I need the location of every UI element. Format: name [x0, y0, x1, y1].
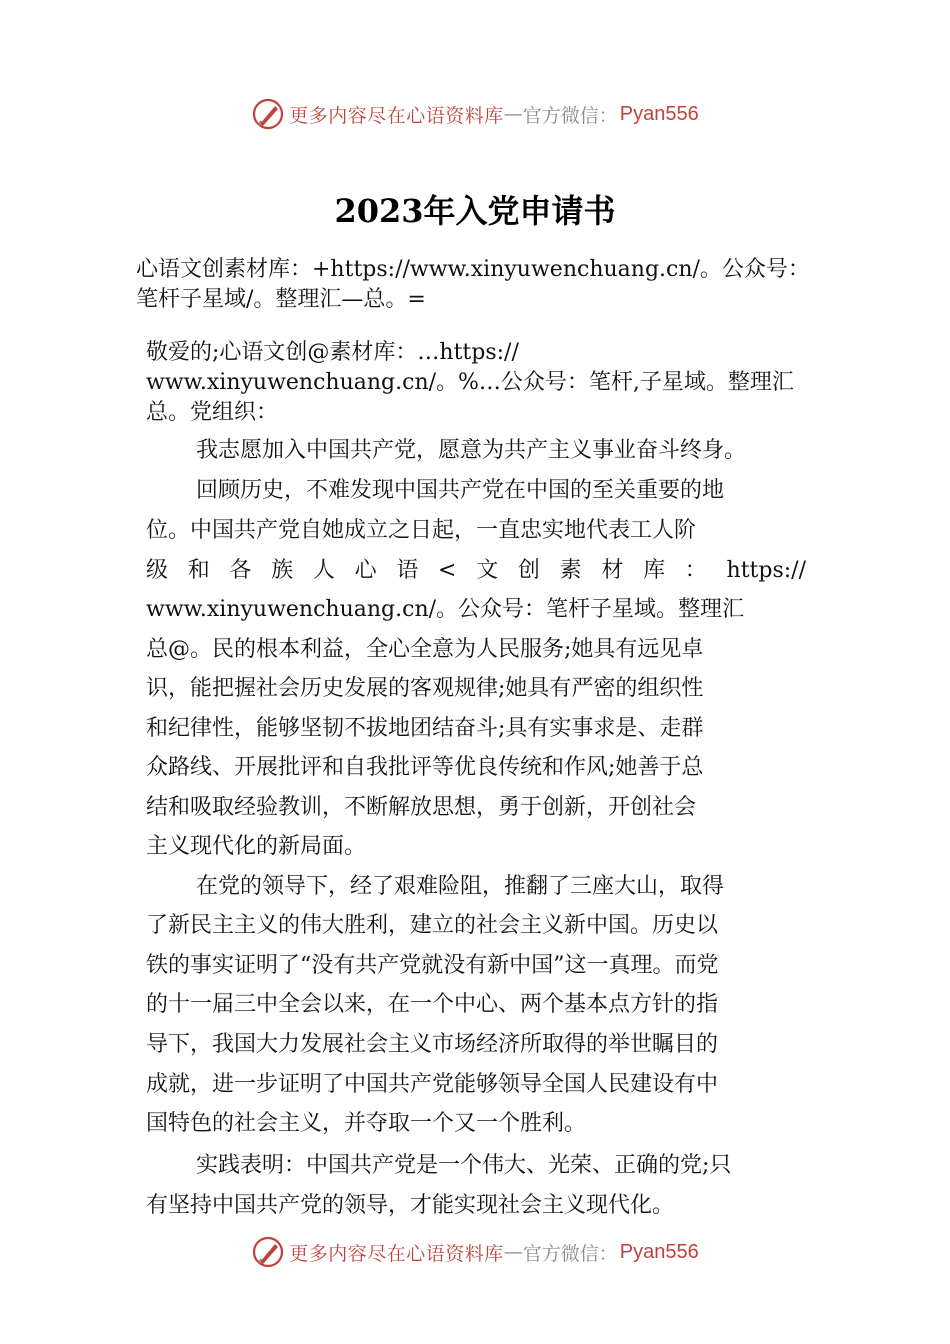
footer-banner [0, 1232, 950, 1272]
body-line: 结和吸取经验教训，不断解放思想，勇于创新，开创社会 [146, 795, 697, 820]
source-line: 笔杆子星域/。整理汇—总。= [136, 287, 426, 312]
body-line: 主义现代化的新局面。 [146, 834, 367, 859]
body-line: 我志愿加入中国共产党，愿意为共产主义事业奋斗终身。 [196, 438, 747, 463]
body-line: 和纪律性，能够坚韧不拔地团结奋斗;具有实事求是、走群 [146, 716, 704, 741]
salutation-line: www.xinyuwenchuang.cn/。%…公众号：笔杆,子星域。整理汇 [146, 370, 794, 395]
banner-wechat-label: 官方微信： [522, 104, 618, 127]
header-banner [0, 94, 950, 134]
body-line: 了新民主主义的伟大胜利，建立的社会主义新中国。历史以 [146, 913, 719, 938]
body-line: 在党的领导下，经了艰难险阻，推翻了三座大山，取得 [196, 874, 725, 899]
body-line: 国特色的社会主义，并夺取一个又一个胜利。 [146, 1111, 587, 1136]
banner-account: Pyan556 [619, 1240, 699, 1263]
banner-text: 更多内容尽在心语资料库 [289, 104, 504, 127]
body-line: 回顾历史，不难发现中国共产党在中国的至关重要的地 [196, 478, 725, 503]
banner-wechat-label: 官方微信： [522, 1242, 618, 1265]
body-line: 有坚持中国共产党的领导，才能实现社会主义现代化。 [146, 1193, 675, 1218]
body-line: 总@。民的根本利益，全心全意为人民服务;她具有远见卓 [146, 637, 704, 662]
salutation-line: 总。党组织： [146, 400, 279, 425]
banner-account: Pyan556 [619, 102, 699, 125]
body-line: 众路线、开展批评和自我批评等优良传统和作风;她善于总 [146, 755, 704, 780]
banner-separator: — [503, 1241, 523, 1263]
body-line: 位。中国共产党自她成立之日起，一直忠实地代表工人阶 [146, 518, 697, 543]
body-line: 实践表明：中国共产党是一个伟大、光荣、正确的党;只 [196, 1153, 732, 1178]
body-line: 识，能把握社会历史发展的客观规律;她具有严密的组织性 [146, 676, 704, 701]
quill-pen-logo-icon [251, 97, 285, 131]
source-line: 心语文创素材库：+https://www.xinyuwenchuang.cn/。公众号： [136, 257, 810, 282]
body-line: www.xinyuwenchuang.cn/。公众号：笔杆子星域。整理汇 [146, 597, 745, 622]
body-line: 成就，进一步证明了中国共产党能够领导全国人民建设有中 [146, 1072, 719, 1097]
quill-pen-logo-icon [251, 1235, 285, 1269]
banner-separator: — [503, 103, 523, 125]
salutation-line: 敬爱的;心语文创@素材库：…https:// [146, 340, 519, 365]
body-line: 级和各族人心语<文创素材库：https:// [146, 558, 806, 583]
body-line: 铁的事实证明了“没有共产党就没有新中国”这一真理。而党 [146, 953, 719, 978]
banner-text: 更多内容尽在心语资料库 [289, 1242, 504, 1265]
body-line: 导下，我国大力发展社会主义市场经济所取得的举世瞩目的 [146, 1032, 719, 1057]
body-line: 的十一届三中全会以来，在一个中心、两个基本点方针的指 [146, 992, 719, 1017]
document-title: 2023年入党申请书 [334, 192, 616, 230]
